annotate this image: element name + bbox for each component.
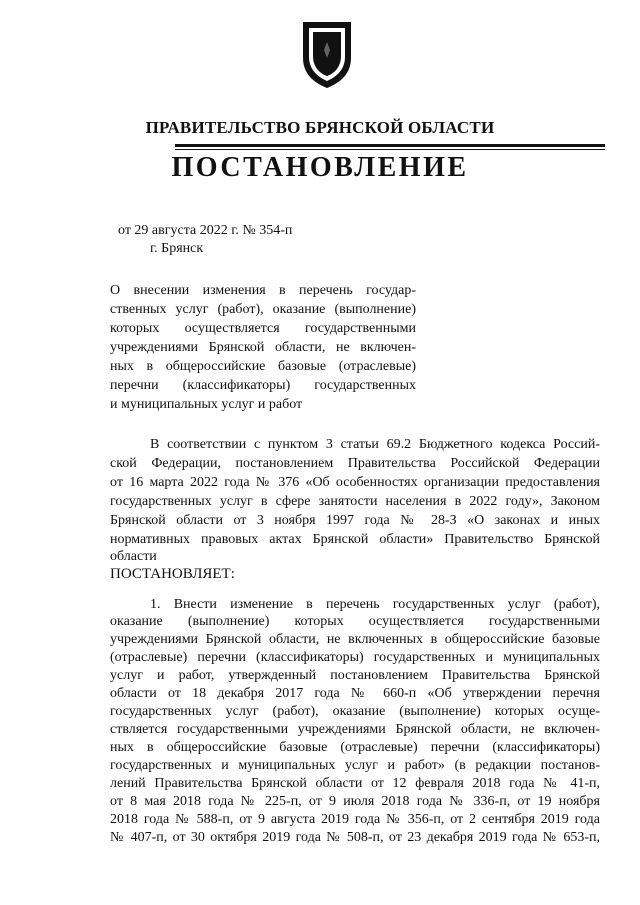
document-date-number: от 29 августа 2022 г. № 354-п	[118, 223, 293, 238]
item-1-line: (отраслевые) перечни (классификаторы) государственных и муниципальных	[110, 650, 600, 665]
item-1-line: государственных услуг (работ), оказание (выполнение) которых осуще-	[110, 704, 600, 719]
item-1-line: государственных и муниципальных услуг и работ» (в редакции постанов-	[110, 758, 600, 773]
coat-of-arms-emblem	[301, 20, 353, 90]
item-1-line: учреждениями Брянской области, не включенных в общероссийские базовые	[110, 632, 600, 647]
subject-line: и муниципальных услуг и работ	[110, 397, 303, 412]
subject-line: которых осуществляется государственными	[110, 321, 416, 336]
subject-line: ных в общероссийские базовые (отраслевые)	[110, 359, 416, 374]
organization-title: ПРАВИТЕЛЬСТВО БРЯНСКОЙ ОБЛАСТИ	[145, 118, 495, 137]
subject-line: ственных услуг (работ), оказание (выполнение)	[110, 302, 416, 317]
item-1-line: 2018 года № 588-п, от 9 августа 2019 года № 356-п, от 2 сентября 2019 года	[110, 812, 600, 827]
item-1-line: № 407-п, от 30 октября 2019 года № 508-п, от 23 декабря 2019 года № 653-п,	[110, 830, 600, 845]
preamble-line: государственных услуг в сфере занятости населения в 2022 году», Законом	[110, 494, 600, 509]
header-divider-thick	[175, 144, 605, 147]
header-divider-thin	[175, 149, 605, 150]
preamble-line: области	[110, 549, 157, 564]
preamble-line: В соответствии с пунктом 3 статьи 69.2 Бюджетного кодекса Россий-	[150, 437, 600, 452]
preamble-line: ской Федерации, постановлением Правительства Российской Федерации	[110, 456, 600, 471]
subject-line: О внесении изменения в перечень государ-	[110, 283, 416, 298]
resolves-heading: ПОСТАНОВЛЯЕТ:	[110, 566, 235, 582]
item-1-line: 1. Внести изменение в перечень государственных услуг (работ),	[150, 597, 600, 612]
item-1-line: ствляется государственными учреждениями Брянской области, не включен-	[110, 722, 600, 737]
subject-line: перечни (классификаторы) государственных	[110, 378, 416, 393]
item-1-line: от 8 мая 2018 года № 225-п, от 9 июля 2018 года № 336-п, от 19 ноября	[110, 794, 600, 809]
item-1-line: лений Правительства Брянской области от 12 февраля 2018 года № 41-п,	[110, 776, 600, 791]
item-1-line: ных в общероссийские базовые (отраслевые) перечни (классификаторы)	[110, 740, 600, 755]
preamble-line: от 16 марта 2022 года № 376 «Об особенностях организации предоставления	[110, 475, 600, 490]
preamble-line: нормативных правовых актах Брянской области» Правительство Брянской	[110, 532, 600, 547]
preamble-line: Брянской области от 3 ноября 1997 года № 28-З «О законах и иных	[110, 513, 600, 528]
subject-line: учреждениями Брянской области, не включен-	[110, 340, 416, 355]
document-city: г. Брянск	[150, 241, 204, 256]
item-1-line: области от 18 декабря 2017 года № 660-п «Об утверждении перечня	[110, 686, 600, 701]
item-1-line: оказание (выполнение) которых осуществляется государственными	[110, 614, 600, 629]
document-type-title: ПОСТАНОВЛЕНИЕ	[171, 152, 469, 183]
item-1-line: услуг и работ, утвержденный постановлением Правительства Брянской	[110, 668, 600, 683]
